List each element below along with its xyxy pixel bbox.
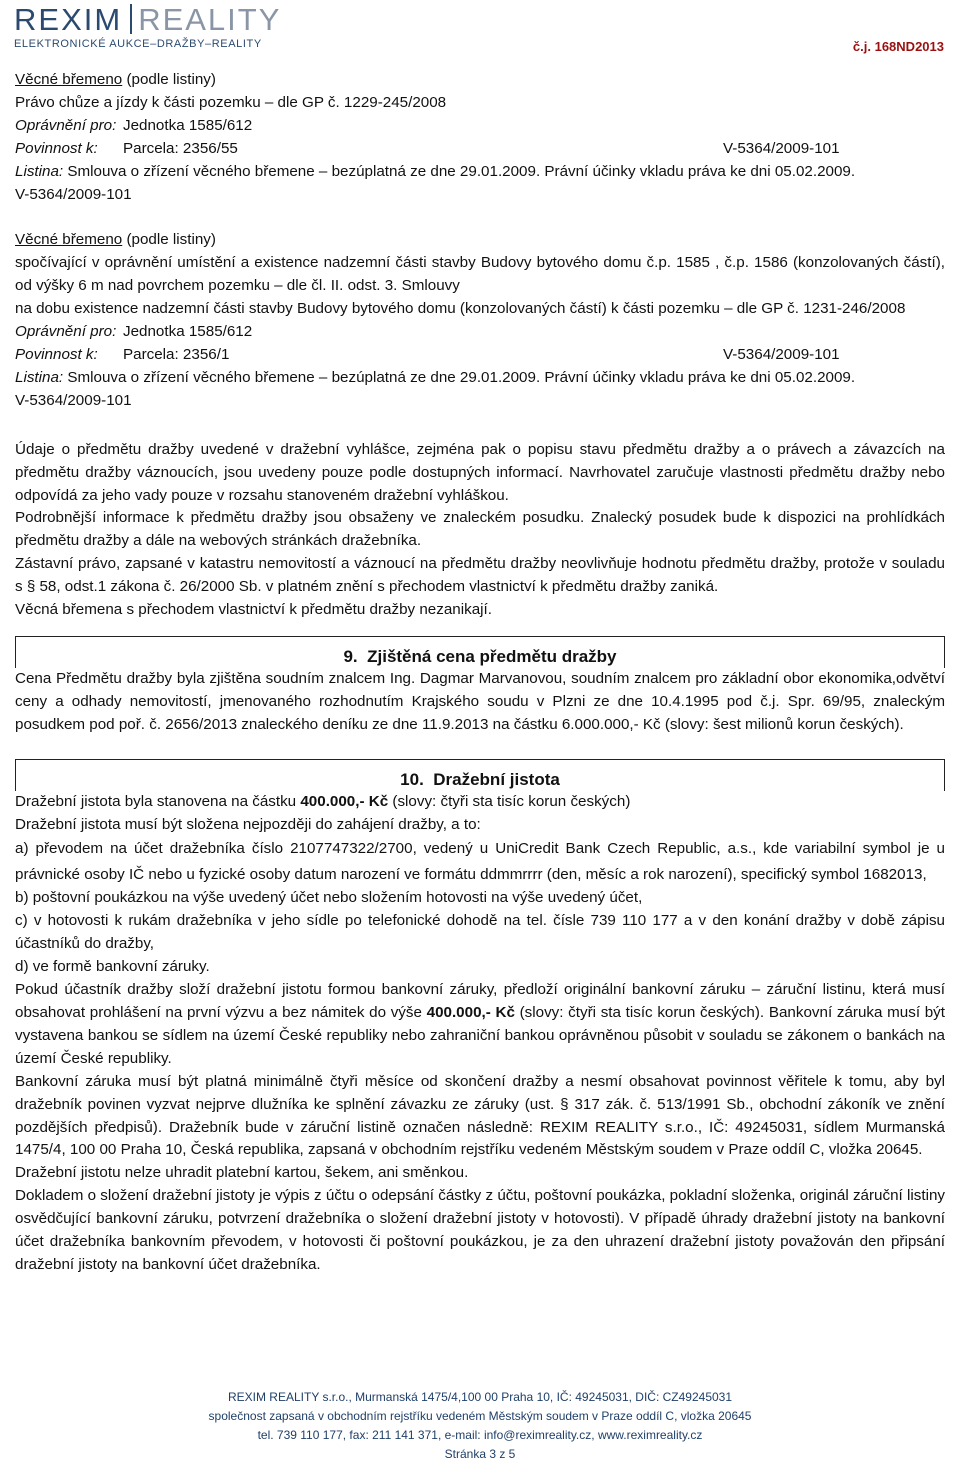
footer-page-number: Stránka 3 z 5	[444, 1447, 516, 1461]
easement-2-desc: spočívající v oprávnění umístění a existence nadzemní části stavby Budovy bytového domu č.p. 1585 , č.p. 1586 (konzolovaných částí), od výšky 6 m nad povrchem pozemku – dle čl. II. odst. 3. Smlouvy	[15, 254, 945, 295]
logo-reality: REALITY	[138, 2, 282, 37]
easement-1-listina: Listina: Smlouva o zřízení věcného břemene – bezúplatná ze dne 29.01.2009. Právní účinky vkladu práva ke dni 05.02.2009.	[15, 162, 856, 180]
info-paragraph-3: Zástavní právo, zapsané v katastru nemovitostí a váznoucí na předmětu dražby neovlivňuje hodnotu předmětu dražby, protože v souladu s § 58, odst.1 zákona č. 26/2000 Sb. v platném znění s přechodem vlastnictví k předmětu dražby zaniká.	[15, 555, 945, 596]
info-paragraph-1: Údaje o předmětu dražby uvedené v dražební vyhlášce, zejména pak o popisu stavu předmětu dražby a o právech a závazcích na předmětu dražby váznoucích, jsou uvedeny pouze podle dostupných informací. Navrhovatel zaručuje vlastnosti předmětu dražby nebo odpovídá za jeho vady pouze v rozsahu stanoveném dražební vyhláškou.	[15, 440, 945, 504]
footer-contact: tel. 739 110 177, fax: 211 141 371, e-mail: info@reximreality.cz, www.reximreality.cz	[257, 1428, 703, 1442]
section-9	[15, 636, 945, 668]
section-9-text: Cena Předmětu dražby byla zjištěna soudním znalcem Ing. Dagmar Marvanovou, soudním znalcem pro základní obor ekonomika,odvětví ceny a odhady nemovitostí, jmenovaného rozhodnutím Krajského soudu v Plzni ze dne 10.4.1995 pod č.j. Spr. 69/95, znaleckým posudkem pod poř. č. 2656/2013 znaleckého deníku ze dne 11.9.2013 na částku 6.000.000,- Kč (slovy: šest milionů korun českých).	[15, 669, 945, 733]
easement-2-opravneni: Oprávnění pro: Jednotka 1585/612	[15, 323, 253, 341]
document-body	[15, 69, 945, 1277]
deposit-option-b: b) poštovní poukázkou na výše uvedený účet nebo složením hotovosti na výše uvedený účet,	[15, 889, 643, 907]
logo-wordmark	[14, 2, 281, 38]
logo-rexim: REXIM	[14, 2, 123, 37]
easement-1-povinnost: Povinnost k: Parcela: 2356/55 V-5364/2009-101	[15, 139, 840, 157]
deposit-option-c: c) v hotovosti k rukám dražebníka v jeho sídle po telefonické dohodě na tel. čísle 739 110 177 a v den konání dražby v době zápisu účastníků do dražby,	[15, 912, 945, 953]
easement-2-duration: na dobu existence nadzemní části stavby Budovy bytového domu (konzolovaných částí) k části pozemku – dle GP č. 1231-246/2008	[15, 300, 906, 318]
info-paragraph-2: Podrobnější informace k předmětu dražby jsou obsaženy ve znaleckém posudku. Znalecký posudek bude k dispozici na prohlídkách předmětu dražby a dále na webových stránkách dražebníka.	[15, 509, 945, 550]
easement-2-title: Věcné břemeno (podle listiny)	[15, 231, 216, 249]
easement-2-listina-ref: V-5364/2009-101	[15, 391, 132, 409]
logo-tagline: ELEKTRONICKÉ AUKCE–DRAŽBY–REALITY	[14, 38, 262, 50]
page-footer	[0, 1388, 960, 1464]
deposit-option-a: a) převodem na účet dražebníka číslo 2107747322/2700, vedený u UniCredit Bank Czech Republic, a.s., kde variabilní symbol je u právnické osoby IČ nebo u fyzické osoby datum narození ve formátu ddmmrrrr (den, měsíc a rok narození), specifický symbol 1682013,	[15, 840, 945, 883]
deposit-option-d: d) ve formě bankovní záruky.	[15, 958, 210, 976]
deposit-proof-paragraph: Dokladem o složení dražební jistoty je výpis z účtu o odepsání částky z účtu, poštovní poukázka, pokladní složenka, originál záruční listiny osvědčující bankovní záruku, potvrzení dražebníka o složení dražební jistoty v hotovosti). V případě úhrady dražební jistoty na bankovní účet dražebníka bankovním převodem, v hotovosti či poštovní poukázkou, je za den uhrazení dražební jistoty považován den připsání dražební jistoty na bankovní účet dražebníka.	[15, 1187, 945, 1273]
easement-2-povinnost: Povinnost k: Parcela: 2356/1 V-5364/2009-101	[15, 345, 840, 363]
info-paragraph-4: Věcná břemena s přechodem vlastnictví k předmětu dražby nezanikají.	[15, 601, 492, 619]
deposit-amount: Dražební jistota byla stanovena na částku 400.000,- Kč (slovy: čtyři sta tisíc korun českých)	[15, 792, 631, 810]
footer-registry: společnost zapsaná v obchodním rejstříku vedeném Městským soudem v Praze oddíl C, vložka 20645	[208, 1409, 752, 1423]
section-10	[15, 759, 945, 791]
deposit-deadline: Dražební jistota musí být složena nejpozději do zahájení dražby, a to:	[15, 815, 481, 833]
section-10-heading: 10. Dražební jistota	[400, 769, 560, 789]
easement-1-opravneni: Oprávnění pro: Jednotka 1585/612	[15, 116, 253, 134]
payment-restriction: Dražební jistotu nelze uhradit platební kartou, šekem, ani směnkou.	[15, 1164, 469, 1182]
footer-address: REXIM REALITY s.r.o., Murmanská 1475/4,100 00 Praha 10, IČ: 49245031, DIČ: CZ49245031	[227, 1390, 733, 1404]
bank-guarantee-paragraph: Pokud účastník dražby složí dražební jistotu formou bankovní záruky, předloží originální bankovní záruku – záruční listinu, která musí obsahovat prohlášení na první výzvu a bez námitek do výše 400.000,- Kč (slovy: čtyři sta tisíc korun českých). Bankovní záruka musí být vystavena bankou se sídlem na území České republiky nebo zahraniční bankou oprávněnou působit v souladu se zákonem o bankách na území České republiky.	[15, 981, 945, 1067]
easement-1-title: Věcné břemeno (podle listiny)	[15, 71, 216, 88]
case-number: č.j. 168ND2013	[852, 39, 944, 54]
easement-1-listina-ref: V-5364/2009-101	[15, 185, 132, 203]
rexim-logo	[14, 2, 281, 51]
section-9-heading: 9. Zjištěná cena předmětu dražby	[343, 646, 617, 666]
easement-2-listina: Listina: Smlouva o zřízení věcného břemene – bezúplatná ze dne 29.01.2009. Právní účinky vkladu práva ke dni 05.02.2009.	[15, 368, 856, 386]
guarantee-validity-paragraph: Bankovní záruka musí být platná minimálně čtyři měsíce od skončení dražby a nesmí obsahovat povinnost věřitele k tomu, aby byl dražebník povinen vyzvat nejprve dlužníka ke splnění závazku ze záruky (ust. § 317 zák. č. 513/1991 Sb., obchodní zákoník ve znění pozdějších předpisů). Dražebník bude v záruční listině označen následně: REXIM REALITY s.r.o., IČ: 49245031, sídlem Murmanská 1475/4, 100 00 Praha 10, Česká republika, zapsaná v obchodním rejstříku vedeném Městským soudem v Praze oddíl C, vložka 20645.	[15, 1072, 945, 1159]
page-header	[14, 2, 944, 58]
logo-separator	[130, 4, 132, 34]
easement-1-desc: Právo chůze a jízdy k části pozemku – dle GP č. 1229-245/2008	[15, 93, 447, 111]
